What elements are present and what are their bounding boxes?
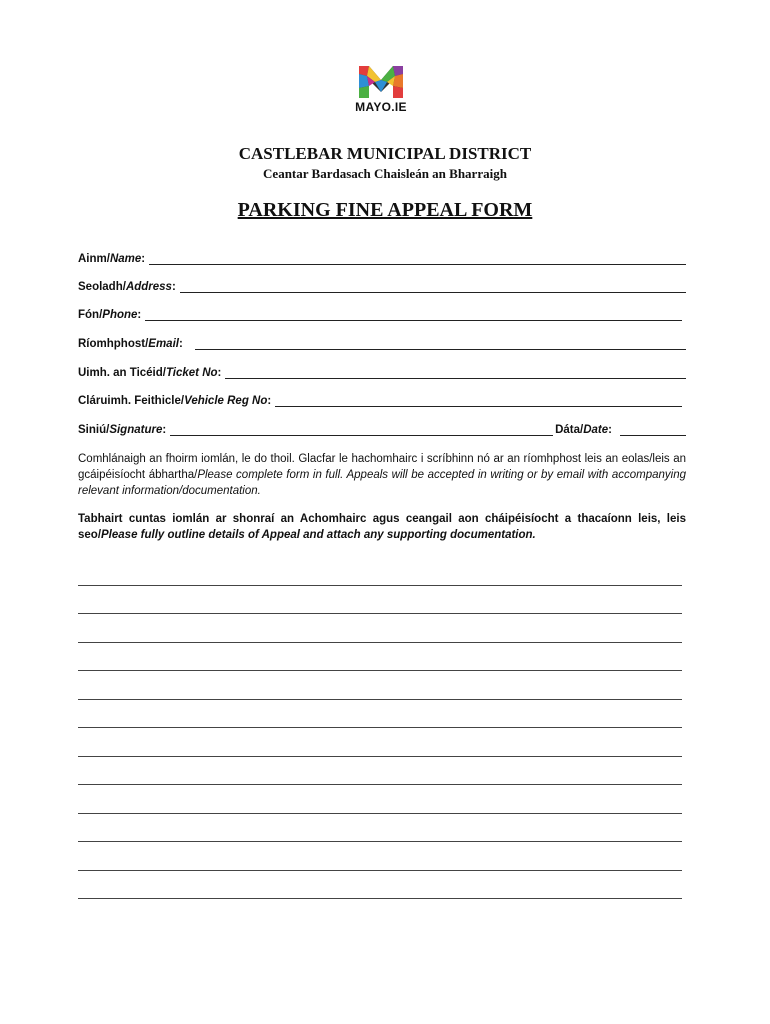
appeal-line[interactable] — [78, 870, 682, 871]
mayo-logo — [346, 64, 416, 122]
appeal-line[interactable] — [78, 784, 682, 785]
name-input-line[interactable] — [149, 252, 686, 265]
mayo-m-logo-icon — [357, 64, 405, 100]
vehicle-reg-field[interactable] — [78, 391, 682, 407]
signature-input-line[interactable] — [170, 423, 553, 436]
appeal-line[interactable] — [78, 756, 682, 757]
name-label: Ainm/Name: — [78, 253, 146, 265]
appeal-line[interactable] — [78, 699, 682, 700]
address-input-line[interactable] — [180, 280, 686, 293]
date-label: Dáta/Date: — [555, 424, 612, 436]
vehicle-reg-input-line[interactable] — [275, 394, 682, 407]
phone-label: Fón/Phone: — [78, 309, 142, 321]
appeal-line[interactable] — [78, 642, 682, 643]
page-title: PARKING FINE APPEAL FORM — [237, 199, 533, 221]
appeal-line[interactable] — [78, 613, 682, 614]
appeal-line[interactable] — [78, 841, 682, 842]
ticket-label: Uimh. an Ticéid/Ticket No: — [78, 367, 222, 379]
email-input-line[interactable] — [195, 337, 686, 350]
phone-input-line[interactable] — [145, 308, 682, 321]
signature-label: Siniú/Signature: — [78, 424, 167, 436]
appeal-line[interactable] — [78, 670, 682, 671]
logo-text: MAYO.IE — [355, 100, 407, 114]
email-label: Ríomhphost/Email: — [78, 338, 183, 350]
signature-date-row — [78, 420, 686, 436]
ticket-input-line[interactable] — [225, 366, 686, 379]
name-field[interactable] — [78, 249, 686, 265]
instructions-text: Comhlánaigh an fhoirm iomlán, le do thoil. Glacfar le hachomhairc i scríbhinn nó ar an ríomhphost leis an eolas/leis an gcáipéisíocht ábhartha/Please complete form in full. Appeals will be accepted in writing or by email with accompanying relevant information/documentation. — [78, 453, 686, 497]
vehicle-reg-label: Cláruimh. Feithicle/Vehicle Reg No: — [78, 395, 272, 407]
email-field[interactable] — [78, 334, 686, 350]
district-name-en: CASTLEBAR MUNICIPAL DISTRICT — [238, 144, 532, 163]
address-label: Seoladh/Address: — [78, 281, 176, 293]
appeal-outline-instruction: Tabhairt cuntas iomlán ar shonraí an Achomhairc agus ceangail aon cháipéisíocht a thacaíonn leis, leis seo/Please fully outline details of Appeal and attach any supporting documentation. — [78, 513, 686, 541]
date-input-line[interactable] — [620, 423, 686, 436]
appeal-line[interactable] — [78, 585, 682, 586]
phone-field[interactable] — [78, 305, 682, 321]
ticket-field[interactable] — [78, 363, 686, 379]
appeal-line[interactable] — [78, 727, 682, 728]
appeal-line[interactable] — [78, 898, 682, 899]
appeal-line[interactable] — [78, 813, 682, 814]
district-name-ga: Ceantar Bardasach Chaisleán an Bharraigh — [263, 166, 507, 181]
address-field[interactable] — [78, 277, 686, 293]
